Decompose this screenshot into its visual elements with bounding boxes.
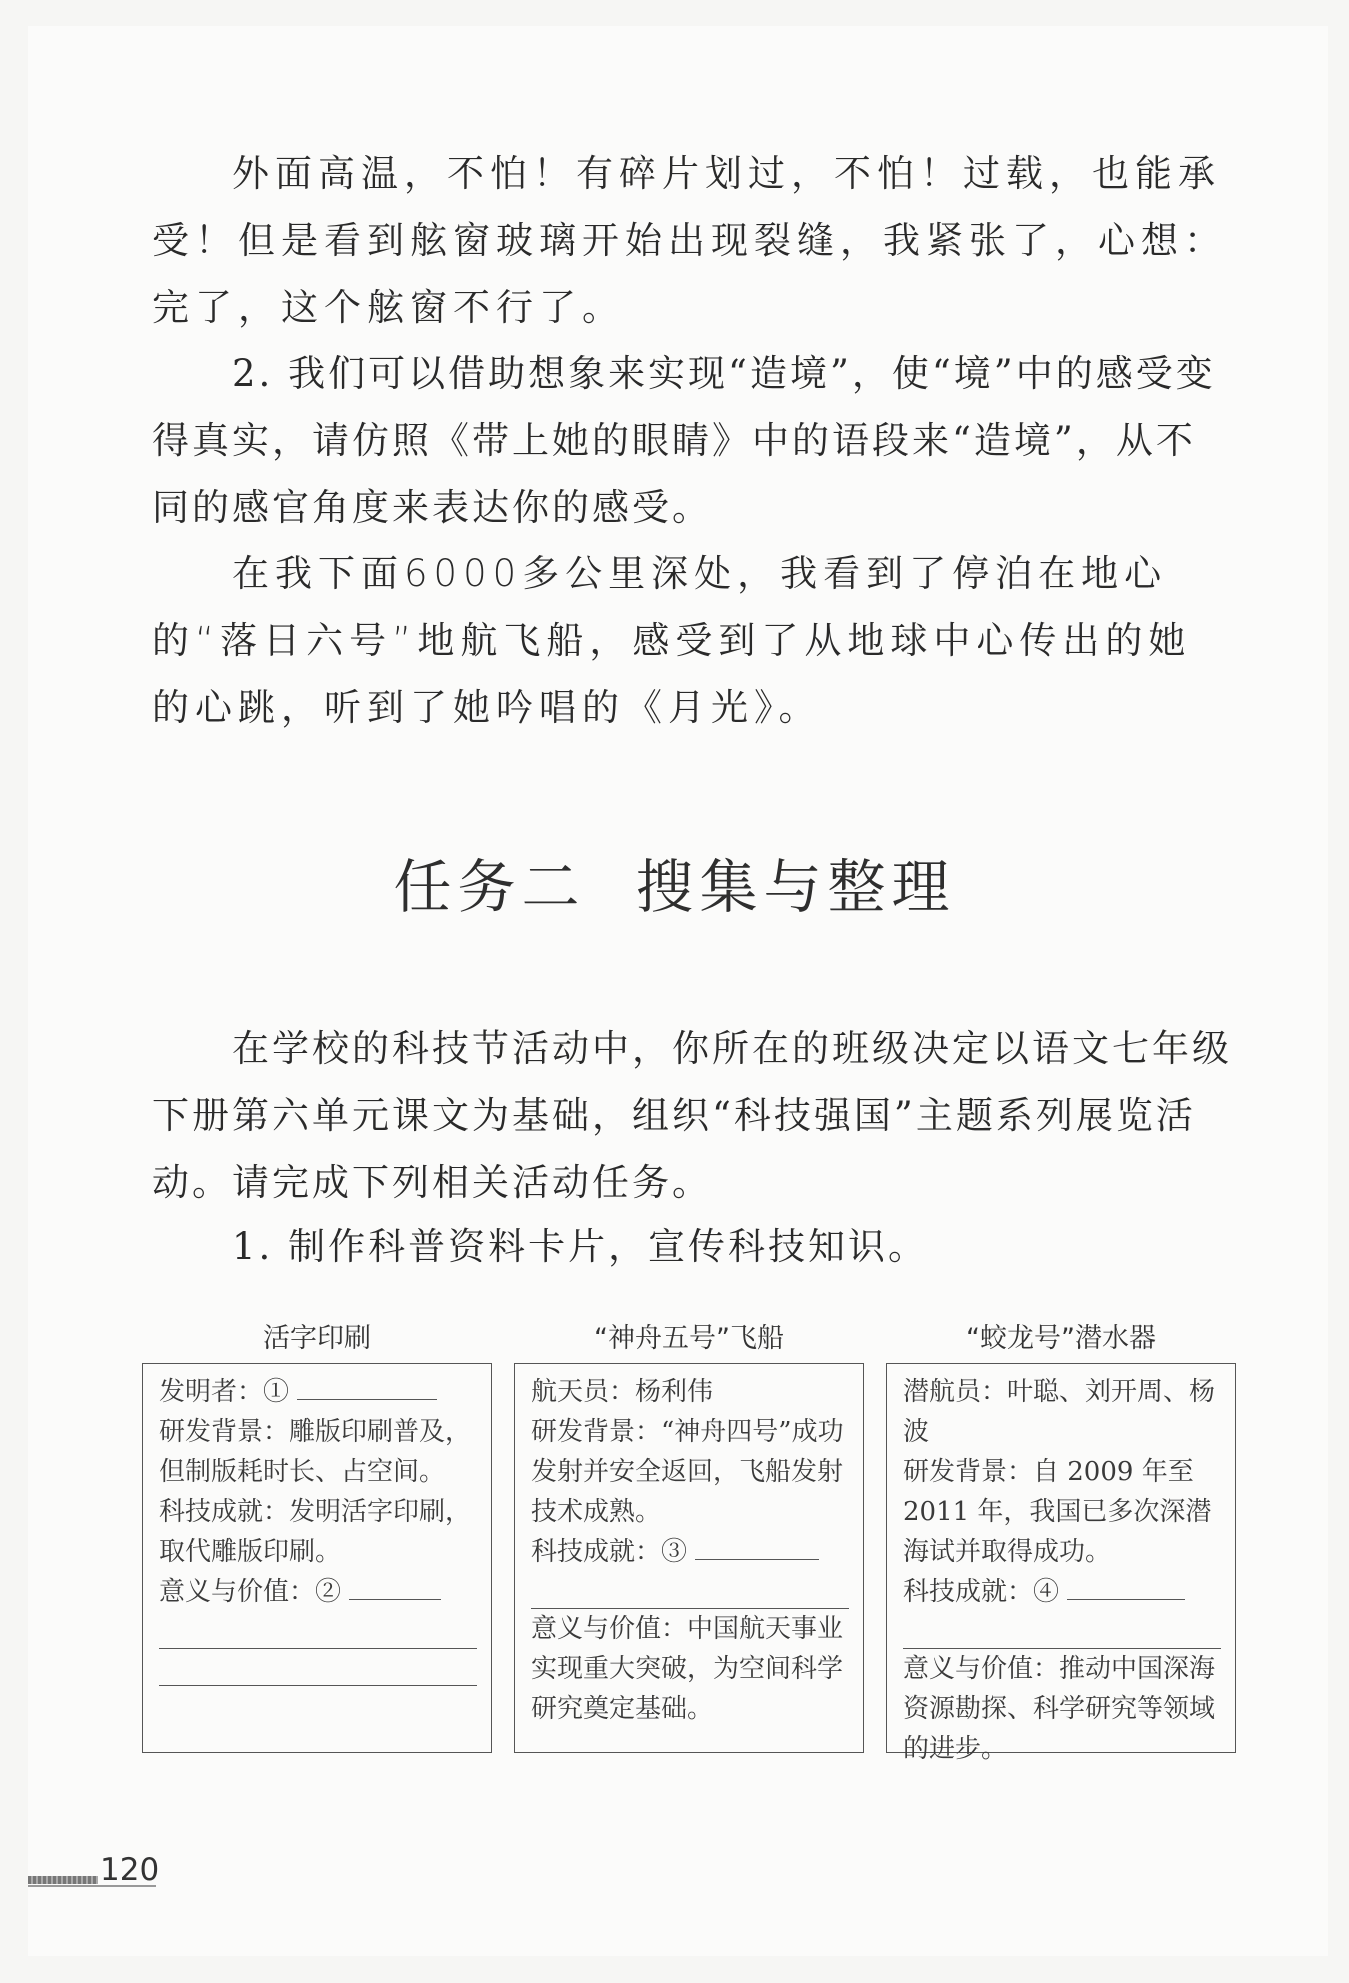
intro-paragraph: 在学校的科技节活动中，你所在的班级决定以语文七年级下册第六单元课文为基础，组织“科技强国”主题系列展览活动。请完成下列相关活动任务。	[152, 1027, 1232, 1204]
page-number-bar	[28, 1876, 98, 1884]
answer-blank-4[interactable]	[1067, 1573, 1185, 1600]
answer-blank-2[interactable]	[349, 1573, 441, 1600]
section-title: 搜集与整理	[635, 853, 956, 921]
card-title-movable-type: 活字印刷	[263, 1323, 371, 1354]
info-card-shenzhou	[514, 1363, 864, 1753]
card-line: 研发背景：“神舟四号”成功发射并安全返回，飞船发射技术成熟。	[531, 1417, 844, 1527]
answer-line[interactable]	[903, 1612, 1221, 1649]
card-line: 意义与价值：中国航天事业实现重大突破，为空间科学研究奠定基础。	[531, 1614, 844, 1724]
answer-blank-3[interactable]	[695, 1533, 819, 1560]
card-line: 意义与价值：②	[159, 1572, 481, 1612]
card-line: 航天员：杨利伟	[531, 1377, 714, 1407]
card-line: 研发背景：自 2009 年至 2011 年，我国已多次深潜海试并取得成功。	[903, 1457, 1212, 1567]
card-line: 意义与价值：推动中国深海资源勘探、科学研究等领域的进步。	[903, 1654, 1216, 1764]
card-line: 研发背景：雕版印刷普及，但制版耗时长、占空间。	[159, 1417, 472, 1487]
info-card-movable-type	[142, 1363, 492, 1753]
card-line: 发明者：①	[159, 1372, 481, 1412]
card-line: 科技成就：发明活字印刷，取代雕版印刷。	[159, 1497, 472, 1567]
card-line: 科技成就：③	[531, 1532, 853, 1572]
info-card-jiaolong	[886, 1363, 1236, 1764]
answer-line[interactable]	[531, 1572, 849, 1609]
task-1: 1. 制作科普资料卡片，宣传科技知识。	[232, 1225, 929, 1268]
excerpt-paragraph-1: 外面高温，不怕！有碎片划过，不怕！过载，也能承受！但是看到舷窗玻璃开始出现裂缝，我紧张了，心想：完了，这个舷窗不行了。	[152, 152, 1227, 329]
section-number: 任务二	[393, 853, 586, 921]
section-heading	[0, 840, 1349, 924]
card-title-shenzhou: “神舟五号”飞船	[594, 1323, 784, 1354]
page-number: 120	[100, 1852, 160, 1888]
excerpt-paragraph-2: 在我下面6000多公里深处，我看到了停泊在地心的“落日六号”地航飞船，感受到了从地球中心传出的她的心跳，听到了她吟唱的《月光》。	[152, 552, 1192, 729]
card-line: 科技成就：④	[903, 1572, 1225, 1612]
question-2: 2. 我们可以借助想象来实现“造境”，使“境”中的感受变得真实，请仿照《带上她的眼睛》中的语段来“造境”，从不同的感官角度来表达你的感受。	[152, 352, 1216, 529]
answer-line[interactable]	[159, 1649, 477, 1686]
card-line: 潜航员：叶聪、刘开周、杨波	[903, 1377, 1216, 1447]
answer-line[interactable]	[159, 1612, 477, 1649]
card-title-jiaolong: “蛟龙号”潜水器	[966, 1323, 1156, 1354]
answer-blank-1[interactable]	[297, 1373, 437, 1400]
